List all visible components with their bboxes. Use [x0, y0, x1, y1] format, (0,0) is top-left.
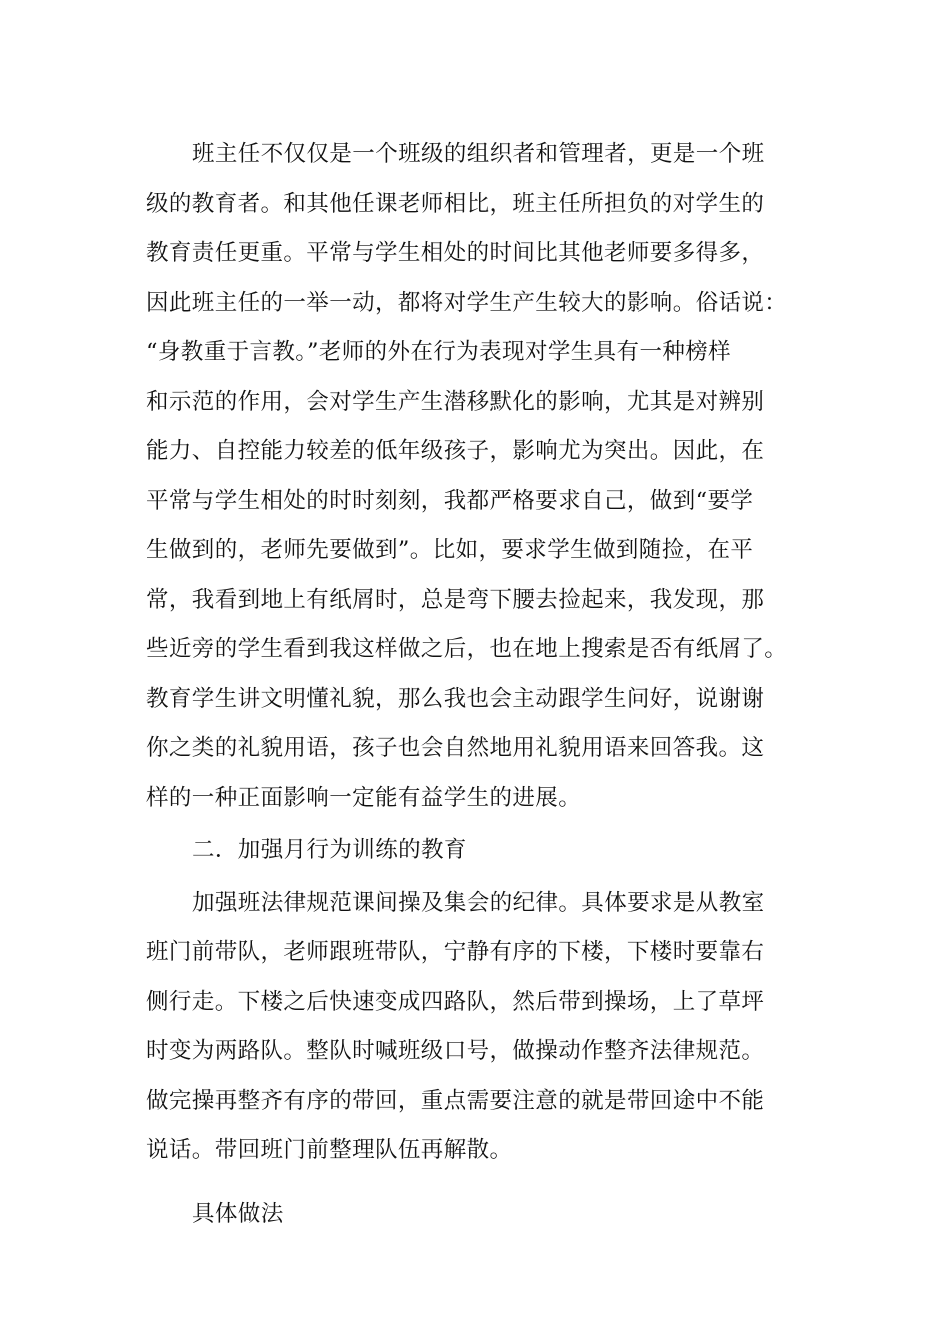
- paragraph-line: 生做到的，老师先要做到”。比如，要求学生做到随捡，在平: [146, 537, 754, 563]
- paragraph-line: 能力、自控能力较差的低年级孩子，影响尤为突出。因此，在: [146, 438, 765, 464]
- paragraph-line: 平常与学生相处的时时刻刻，我都严格要求自己，做到“要学: [146, 487, 754, 514]
- paragraph-line: 常，我看到地上有纸屑时，总是弯下腰去捡起来，我发现，那: [146, 586, 765, 613]
- paragraph-line: 做完操再整齐有序的带回，重点需要注意的就是带回途中不能: [146, 1087, 765, 1114]
- document-page: [146, 130, 826, 1239]
- paragraph-line: 样的一种正面影响一定能有益学生的进展。: [146, 784, 582, 811]
- paragraph-line: 和示范的作用，会对学生产生潜移默化的影响，尤其是对辨别: [146, 388, 765, 415]
- paragraph-line: 教育学生讲文明懂礼貌，那么我也会主动跟学生问好，说谢谢: [146, 685, 765, 712]
- section-heading: 二．加强月行为训练的教育: [192, 837, 467, 863]
- paragraph-line: “身教重于言教。”老师的外在行为表现对学生具有一种榜样: [146, 339, 732, 365]
- section-heading: 具体做法: [192, 1200, 284, 1227]
- paragraph-line: 侧行走。下楼之后快速变成四路队，然后带到操场，上了草坪: [146, 988, 765, 1015]
- paragraph-line: 因此班主任的一举一动，都将对学生产生较大的影响。俗话说：: [146, 289, 788, 316]
- paragraph-line: 说话。带回班门前整理队伍再解散。: [146, 1137, 513, 1163]
- paragraph-line: 班门前带队，老师跟班带队，宁静有序的下楼，下楼时要靠右: [146, 939, 765, 965]
- paragraph-line: 时变为两路队。整队时喊班级口号，做操动作整齐法律规范。: [146, 1038, 765, 1064]
- paragraph-line: 班主任不仅仅是一个班级的组织者和管理者，更是一个班: [192, 141, 765, 167]
- paragraph-line: 你之类的礼貌用语，孩子也会自然地用礼貌用语来回答我。这: [146, 735, 765, 761]
- paragraph-line: 些近旁的学生看到我这样做之后，也在地上搜索是否有纸屑了。: [146, 636, 788, 662]
- paragraph-line: 级的教育者。和其他任课老师相比，班主任所担负的对学生的: [146, 190, 765, 217]
- paragraph-line: 加强班法律规范课间操及集会的纪律。具体要求是从教室: [192, 889, 765, 916]
- paragraph-line: 教育责任更重。平常与学生相处的时间比其他老师要多得多，: [146, 240, 765, 266]
